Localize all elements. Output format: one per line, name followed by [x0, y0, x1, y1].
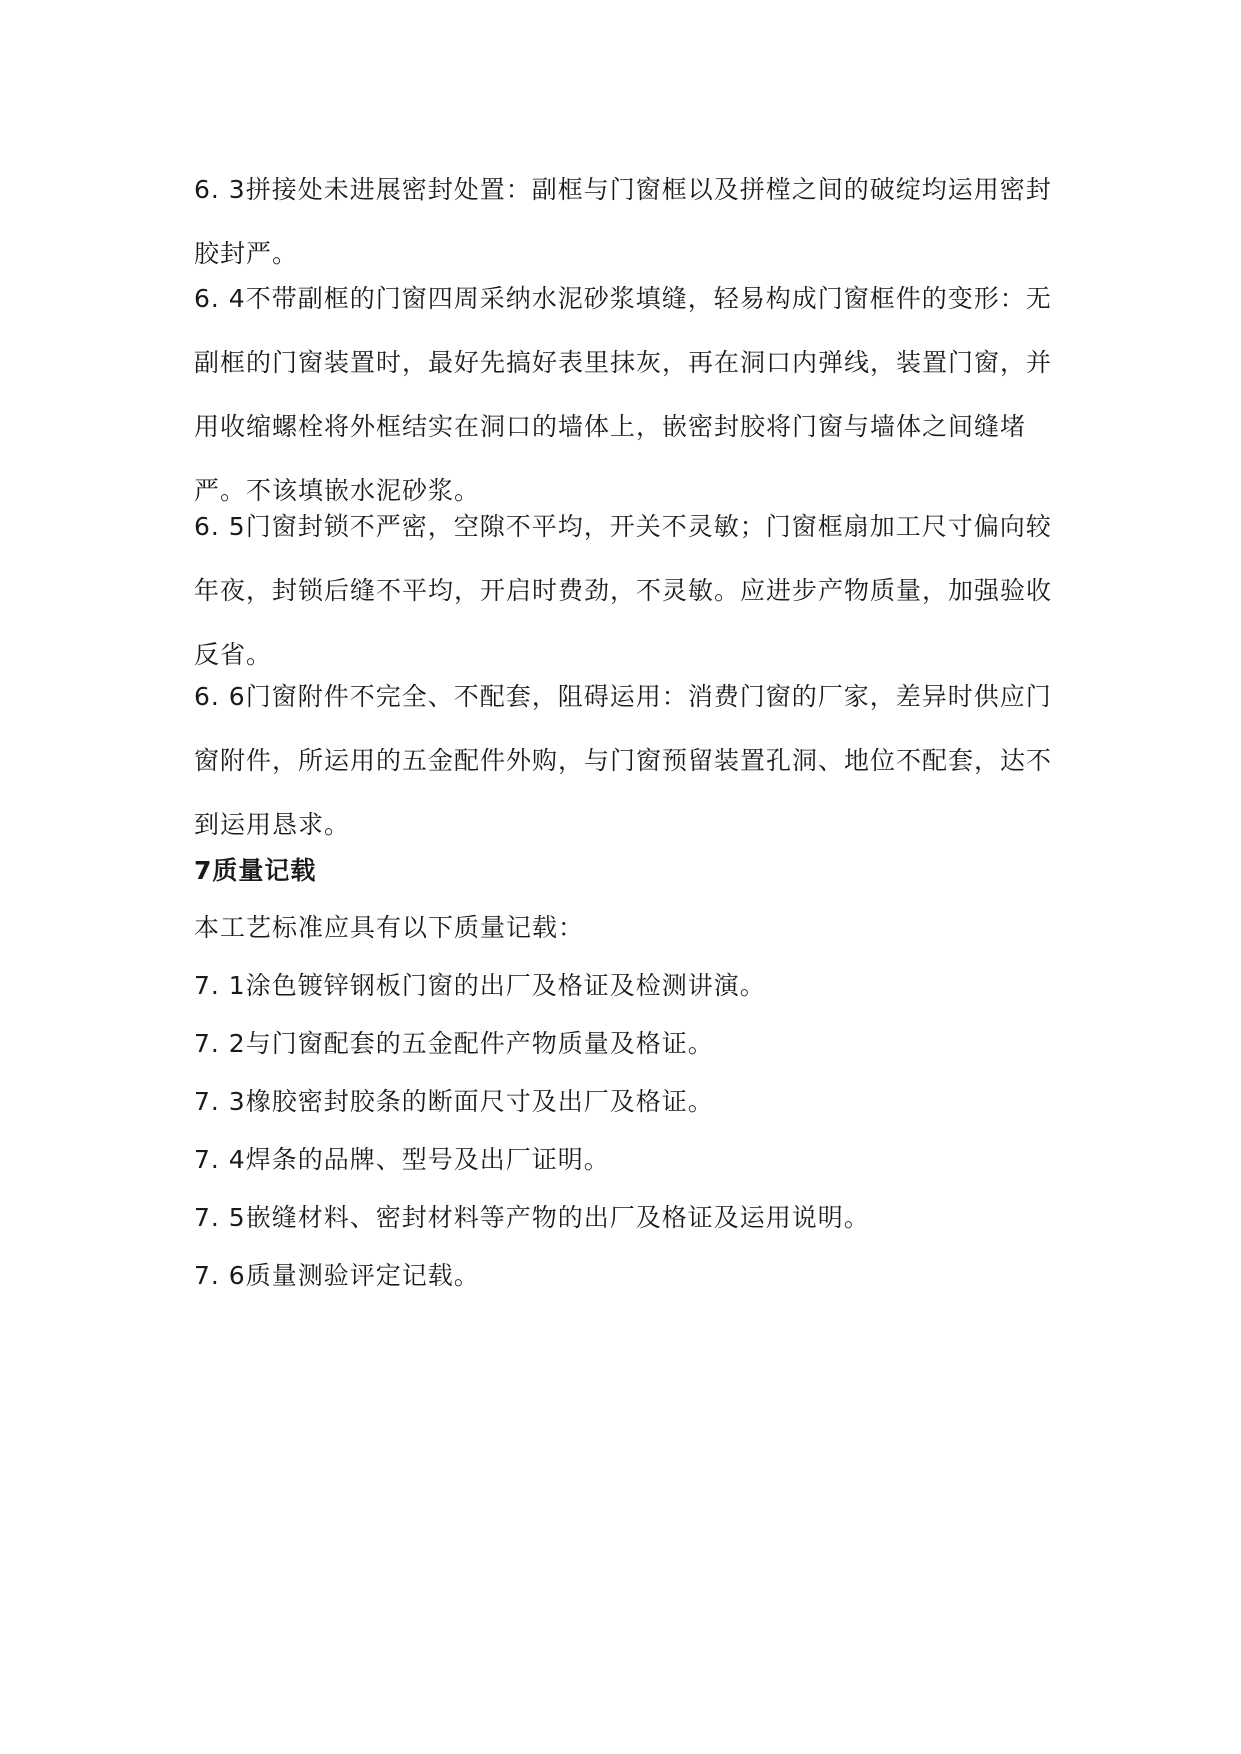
list-item-7-4: 7. 4焊条的品牌、型号及出厂证明。 — [194, 1145, 610, 1174]
section-7-intro: 本工艺标准应具有以下质量记载： — [194, 913, 585, 942]
list-item-7-1: 7. 1涂色镀锌钢板门窗的出厂及格证及检测讲演。 — [194, 971, 766, 1000]
paragraph-6-3: 6. 3拼接处未进展密封处置：副框与门窗框以及拼樘之间的破绽均运用密封胶封严。 — [194, 175, 1052, 268]
paragraph-6-6: 6. 6门窗附件不完全、不配套，阻碍运用：消费门窗的厂家，差异时供应门窗附件，所运用的五金配件外购，与门窗预留装置孔洞、地位不配套，达不到运用恳求。 — [194, 682, 1053, 839]
list-item-7-5: 7. 5嵌缝材料、密封材料等产物的出厂及格证及运用说明。 — [194, 1203, 870, 1232]
list-item-7-3: 7. 3橡胶密封胶条的断面尺寸及出厂及格证。 — [194, 1087, 714, 1116]
list-item-7-6: 7. 6质量测验评定记载。 — [194, 1261, 480, 1290]
list-item-7-2: 7. 2与门窗配套的五金配件产物质量及格证。 — [194, 1029, 714, 1058]
paragraph-6-4: 6. 4不带副框的门窗四周采纳水泥砂浆填缝，轻易构成门窗框件的变形：无副框的门窗装置时，最好先搞好表里抹灰，再在洞口内弹线，装置门窗，并用收缩螺栓将外框结实在洞口的墙体上，嵌密封胶将门窗与墙体之间缝堵严。不该填嵌水泥砂浆。 — [194, 284, 1053, 505]
paragraph-6-5: 6. 5门窗封锁不严密，空隙不平均，开关不灵敏；门窗框扇加工尺寸偏向较年夜，封锁后缝不平均，开启时费劲，不灵敏。应进步产物质量，加强验收反省。 — [194, 512, 1053, 669]
section-7-heading: 7质量记载 — [194, 856, 317, 885]
